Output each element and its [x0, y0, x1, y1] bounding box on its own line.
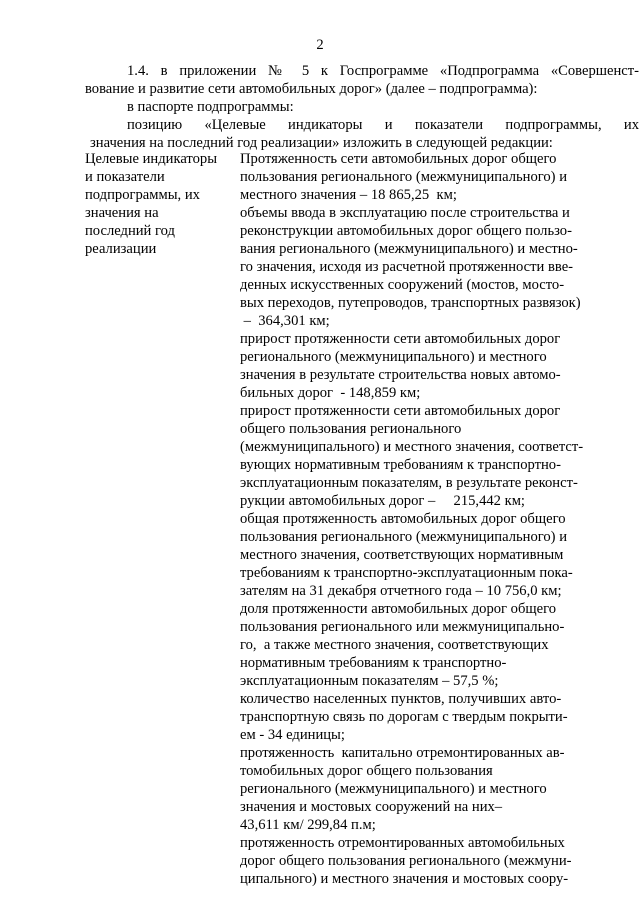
right-cell-line: 43,611 км/ 299,84 п.м; — [240, 817, 376, 833]
right-cell-line: пользования регионального (межмуниципального) и — [240, 529, 568, 545]
right-cell-line: значения в результате строительства новых автомо- — [240, 367, 561, 383]
right-cell-line: пользования регионального (межмуниципального) и — [240, 169, 568, 185]
right-cell-line: объемы ввода в эксплуатацию после строительства и — [240, 205, 570, 221]
left-cell-line: реализации — [85, 241, 157, 257]
right-cell-line: эксплуатационным показателям, в результате реконст- — [240, 475, 578, 491]
right-cell-line: Протяженность сети автомобильных дорог общего — [240, 151, 557, 167]
right-cell-line: дорог общего пользования регионального (межмуни- — [240, 853, 572, 869]
left-cell-line: последний год — [85, 223, 175, 239]
intro-line-4: позицию «Целевые индикаторы и показатели подпрограммы, их — [127, 117, 639, 133]
right-cell-line: ем - 34 единицы; — [240, 727, 345, 743]
left-cell-line: подпрограммы, их — [85, 187, 200, 203]
right-cell-line: местного значения – 18 865,25 км; — [240, 187, 457, 203]
right-cell-line: эксплуатационным показателям – 57,5 %; — [240, 673, 499, 689]
intro-line-3: в паспорте подпрограммы: — [127, 99, 294, 115]
left-cell-line: значения на — [85, 205, 159, 221]
right-cell-line: протяженность отремонтированных автомобильных — [240, 835, 565, 851]
intro-line-5: значения на последний год реализации» изложить в следующей редакции: — [90, 135, 553, 151]
right-cell-line: ципального) и местного значения и мостовых соору- — [240, 871, 569, 887]
right-cell-line: нормативным требованиям к транспортно- — [240, 655, 507, 671]
table-left-cell — [85, 150, 235, 258]
right-cell-line: рукции автомобильных дорог – 215,442 км; — [240, 493, 525, 509]
right-cell-line: пользования регионального или межмуниципально- — [240, 619, 565, 635]
right-cell-line: прирост протяженности сети автомобильных дорог — [240, 403, 561, 419]
right-cell-line: транспортную связь по дорогам с твердым покрыти- — [240, 709, 568, 725]
intro-line-1: 1.4. в приложении № 5 к Госпрограмме «Подпрограмма «Совершенст- — [127, 63, 639, 79]
right-cell-line: вания регионального (межмуниципального) и местно- — [240, 241, 578, 257]
right-cell-line: протяженность капитально отремонтированных ав- — [240, 745, 565, 761]
right-cell-line: денных искусственных сооружений (мостов, мосто- — [240, 277, 565, 293]
right-cell-line: томобильных дорог общего пользования — [240, 763, 493, 779]
right-cell-line: требованиям к транспортно-эксплуатационным пока- — [240, 565, 573, 581]
right-cell-line: количество населенных пунктов, получивших авто- — [240, 691, 562, 707]
right-cell-line: доля протяженности автомобильных дорог общего — [240, 601, 557, 617]
right-cell-line: го значения, исходя из расчетной протяженности вве- — [240, 259, 574, 275]
right-cell-line: го, а также местного значения, соответствующих — [240, 637, 549, 653]
page-number: 2 — [316, 37, 324, 53]
right-cell-line: бильных дорог - 148,859 км; — [240, 385, 421, 401]
right-cell-line: вых переходов, путепроводов, транспортных развязок) — [240, 295, 581, 311]
left-cell-line: и показатели — [85, 169, 165, 185]
right-cell-line: прирост протяженности сети автомобильных дорог — [240, 331, 561, 347]
right-cell-line: значения и мостовых сооружений на них– — [240, 799, 503, 815]
right-cell-line: регионального (межмуниципального) и местного — [240, 781, 547, 797]
right-cell-line: общего пользования регионального — [240, 421, 462, 437]
table-right-cell — [240, 150, 600, 888]
right-cell-line: реконструкции автомобильных дорог общего пользо- — [240, 223, 572, 239]
right-cell-line: местного значения, соответствующих нормативным — [240, 547, 564, 563]
right-cell-line: (межмуниципального) и местного значения, соответст- — [240, 439, 584, 455]
right-cell-line: общая протяженность автомобильных дорог общего — [240, 511, 566, 527]
right-cell-line: – 364,301 км; — [240, 313, 330, 329]
right-cell-line: зателям на 31 декабря отчетного года – 10 756,0 км; — [240, 583, 562, 599]
intro-line-2: вование и развитие сети автомобильных дорог» (далее – подпрограмма): — [85, 81, 538, 97]
right-cell-line: регионального (межмуниципального) и местного — [240, 349, 547, 365]
left-cell-line: Целевые индикаторы — [85, 151, 218, 167]
right-cell-line: вующих нормативным требованиям к транспортно- — [240, 457, 561, 473]
